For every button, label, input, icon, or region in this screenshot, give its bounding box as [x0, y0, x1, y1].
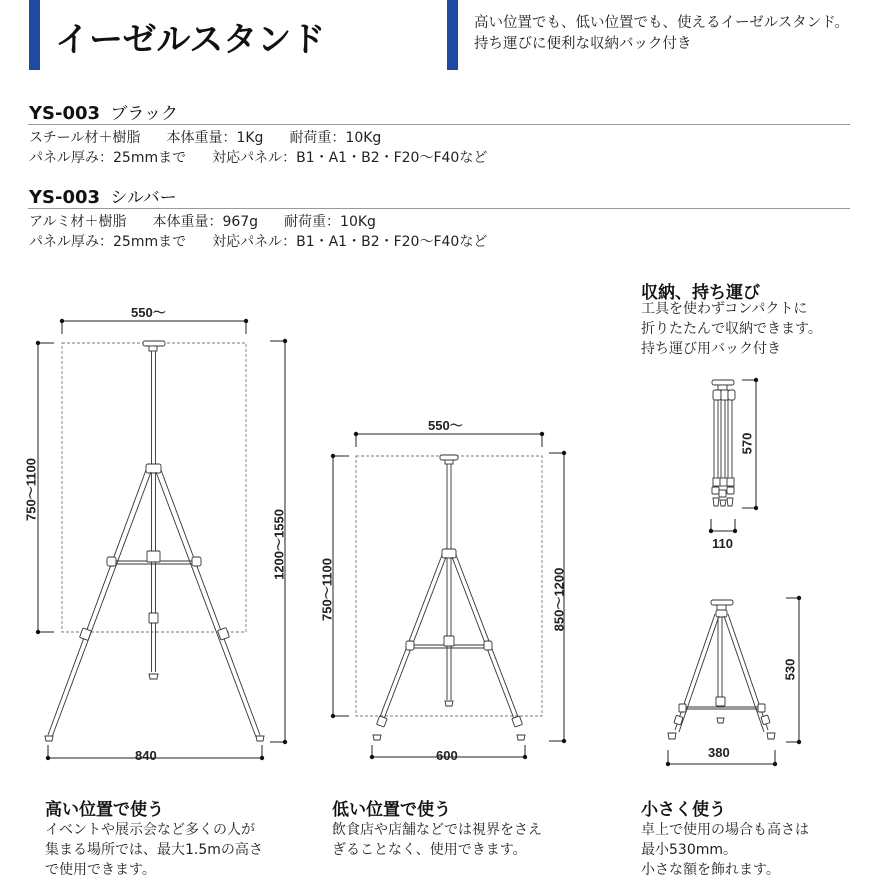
usage-desc: [641, 820, 809, 880]
model-variant: シルバー: [110, 188, 177, 208]
desc-line: 飲食店や店舗などでは視界をさえ: [332, 822, 542, 838]
usage-desc: [332, 820, 542, 860]
model-code: YS-003: [29, 187, 101, 208]
spec-thickness: パネル厚み：25mmまで: [29, 150, 187, 166]
dim-panel-width: 550〜: [131, 305, 166, 320]
page-title: イーゼルスタンド: [55, 20, 326, 60]
model-code: YS-003: [29, 103, 101, 124]
usage-small: [641, 795, 809, 880]
spec-weight: 本体重量：967g: [152, 214, 259, 230]
desc-line: で使用できます。: [45, 862, 156, 878]
desc-line: 持ち運び用バック付き: [641, 341, 781, 357]
spec-thickness: パネル厚み：25mmまで: [29, 234, 187, 250]
spec-weight: 本体重量：1Kg: [166, 130, 264, 146]
desc-line: 工具を使わずコンパクトに: [641, 301, 808, 317]
tagline-line: 持ち運びに便利な収納バック付き: [474, 36, 692, 52]
spec-load: 耐荷重：10Kg: [289, 130, 382, 146]
spec-load: 耐荷重：10Kg: [284, 214, 376, 230]
desc-line: 小さな額を飾れます。: [641, 862, 780, 878]
spec-panels: 対応パネル：B1・A1・B2・F20〜F40など: [212, 150, 488, 166]
storage-heading: 収納、持ち運び: [641, 283, 760, 303]
dim-base-width: 600: [436, 748, 458, 763]
usage-heading: 低い位置で使う: [332, 800, 451, 820]
desc-line: 最小530mm。: [641, 842, 737, 858]
dim-base-width: 840: [135, 748, 157, 763]
dim-panel-height: 750〜1100: [23, 458, 39, 521]
spec-material: スチール材＋樹脂: [29, 130, 141, 146]
dim-total-height: 850〜1200: [551, 567, 567, 632]
desc-line: 集まる場所では、最大1.5mの高さ: [45, 842, 263, 858]
desc-line: 卓上で使用の場合も高さは: [641, 822, 809, 838]
desc-line: イベントや展示会など多くの人が: [45, 822, 255, 838]
dim-folded-width: 110: [712, 536, 733, 551]
dim-folded-height: 570: [739, 432, 755, 455]
desc-line: 折りたたんで収納できます。: [641, 321, 822, 337]
usage-high: [45, 795, 263, 880]
spec-material: アルミ材＋樹脂: [29, 214, 127, 230]
usage-desc: [45, 820, 263, 880]
dim-small-height: 530: [782, 658, 798, 681]
desc-line: ぎることなく、使用できます。: [332, 842, 527, 858]
dim-panel-height: 750〜1100: [319, 558, 335, 621]
usage-heading: 高い位置で使う: [45, 800, 164, 820]
spec-panels: 対応パネル：B1・A1・B2・F20〜F40など: [212, 234, 488, 250]
tagline-line: 高い位置でも、低い位置でも、使えるイーゼルスタンド。: [474, 15, 849, 31]
model-variant: ブラック: [110, 104, 178, 124]
dim-panel-width: 550〜: [428, 418, 463, 433]
usage-low: [332, 795, 542, 860]
dim-small-base-width: 380: [708, 745, 730, 760]
usage-heading: 小さく使う: [641, 800, 726, 820]
dim-total-height: 1200〜1550: [271, 509, 287, 580]
